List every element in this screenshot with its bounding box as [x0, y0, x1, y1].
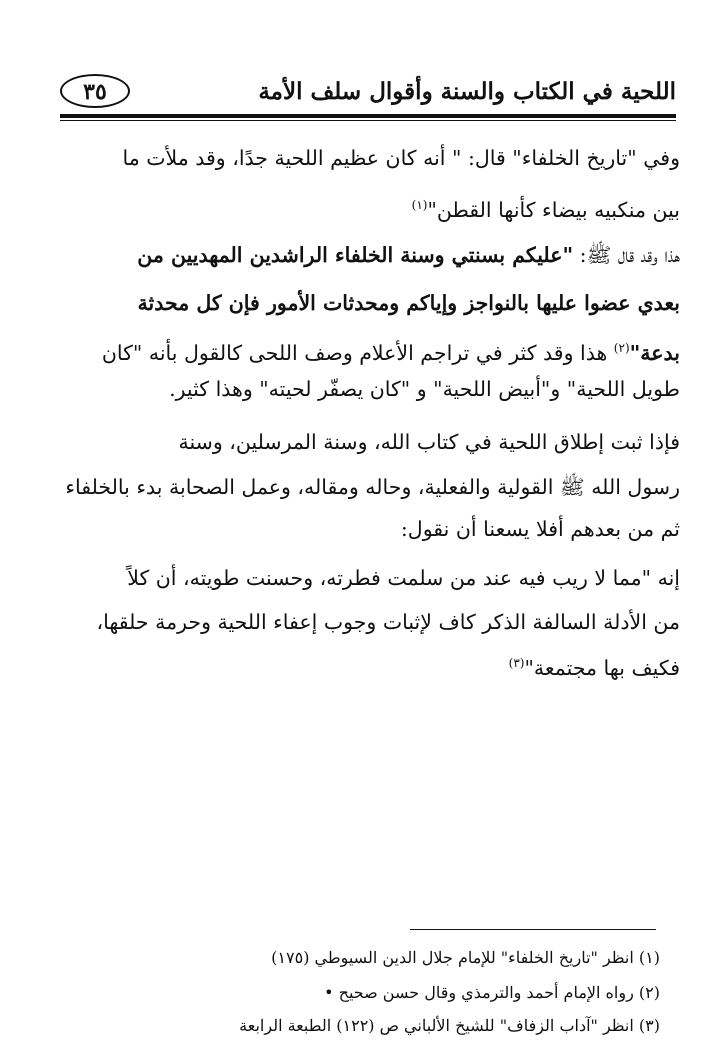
- footnote-2: (٢) رواه الإمام أحمد والترمذي وقال حسن صحيح •: [324, 983, 660, 1002]
- paragraph-2-line-2: بعدي عضوا عليها بالنواجز وإياكم ومحدثات الأمور فإن كل محدثة: [137, 291, 680, 315]
- paragraph-2-line-1-plain: هذا وقد قال ﷺ:: [573, 243, 680, 267]
- footnote-1: (١) انظر "تاريخ الخلفاء" للإمام جلال الدين السيوطي (١٧٥): [271, 948, 660, 967]
- paragraph-1-line-2: [412, 190, 680, 225]
- paragraph-3-line-2: رسول الله ﷺ القولية والفعلية، وحاله ومقاله، وعمل الصحابة بدء بالخلفاء: [65, 475, 680, 499]
- footnote-3: (٣) انظر "آداب الزفاف" للشيخ الألباني ص (١٢٢) الطبعة الرابعة: [239, 1016, 660, 1035]
- paragraph-2-line-1: [137, 240, 680, 270]
- running-header: [60, 68, 676, 114]
- paragraph-4-line-3-text: فكيف بها مجتمعة": [524, 655, 680, 680]
- paragraph-2-line-4: طويل اللحية" و"أبيض اللحية" و "كان يصفّر لحيته" وهذا كثير.: [169, 377, 680, 401]
- page-number-oval: [60, 74, 130, 108]
- running-header-title: اللحية في الكتاب والسنة وأقوال سلف الأمة: [258, 78, 676, 105]
- paragraph-2-line-3-plain: هذا وقد كثر في تراجم الأعلام وصف اللحى كالقول بأنه "كان: [101, 340, 614, 365]
- paragraph-1-line-1: وفي "تاريخ الخلفاء" قال: " أنه كان عظيم اللحية جدًا، وقد ملأت ما: [122, 146, 680, 170]
- footnote-ref-2: (٢): [613, 341, 630, 355]
- page-number: ٣٥: [83, 79, 107, 105]
- paragraph-4-line-2: من الأدلة السالفة الذكر كاف لإثبات وجوب إعفاء اللحية وحرمة حلقها،: [96, 610, 680, 634]
- paragraph-4-line-3: [509, 648, 680, 683]
- footnote-ref-3: (٣): [508, 656, 525, 670]
- paragraph-3-line-3: ثم من بعدهم أفلا يسعنا أن نقول:: [400, 517, 680, 541]
- paragraph-4-line-1: إنه "مما لا ريب فيه عند من سلمت فطرته، وحسنت طويته، أن كلاً: [127, 566, 680, 590]
- paragraph-1-line-2-text: بين منكبيه بيضاء كأنها القطن": [427, 197, 680, 222]
- footnote-ref-1: (١): [411, 198, 428, 212]
- hadith-quote-end: بدعة": [629, 340, 680, 365]
- paragraph-2-line-3: [102, 333, 680, 368]
- paragraph-3-line-1: فإذا ثبت إطلاق اللحية في كتاب الله، وسنة المرسلين، وسنة: [178, 430, 680, 454]
- hadith-quote-start: "عليكم بسنتي وسنة الخلفاء الراشدين المهديين من: [137, 243, 574, 267]
- footnote-separator: [410, 929, 656, 930]
- header-rule-thin: [60, 120, 676, 121]
- header-rule-thick: [60, 114, 676, 118]
